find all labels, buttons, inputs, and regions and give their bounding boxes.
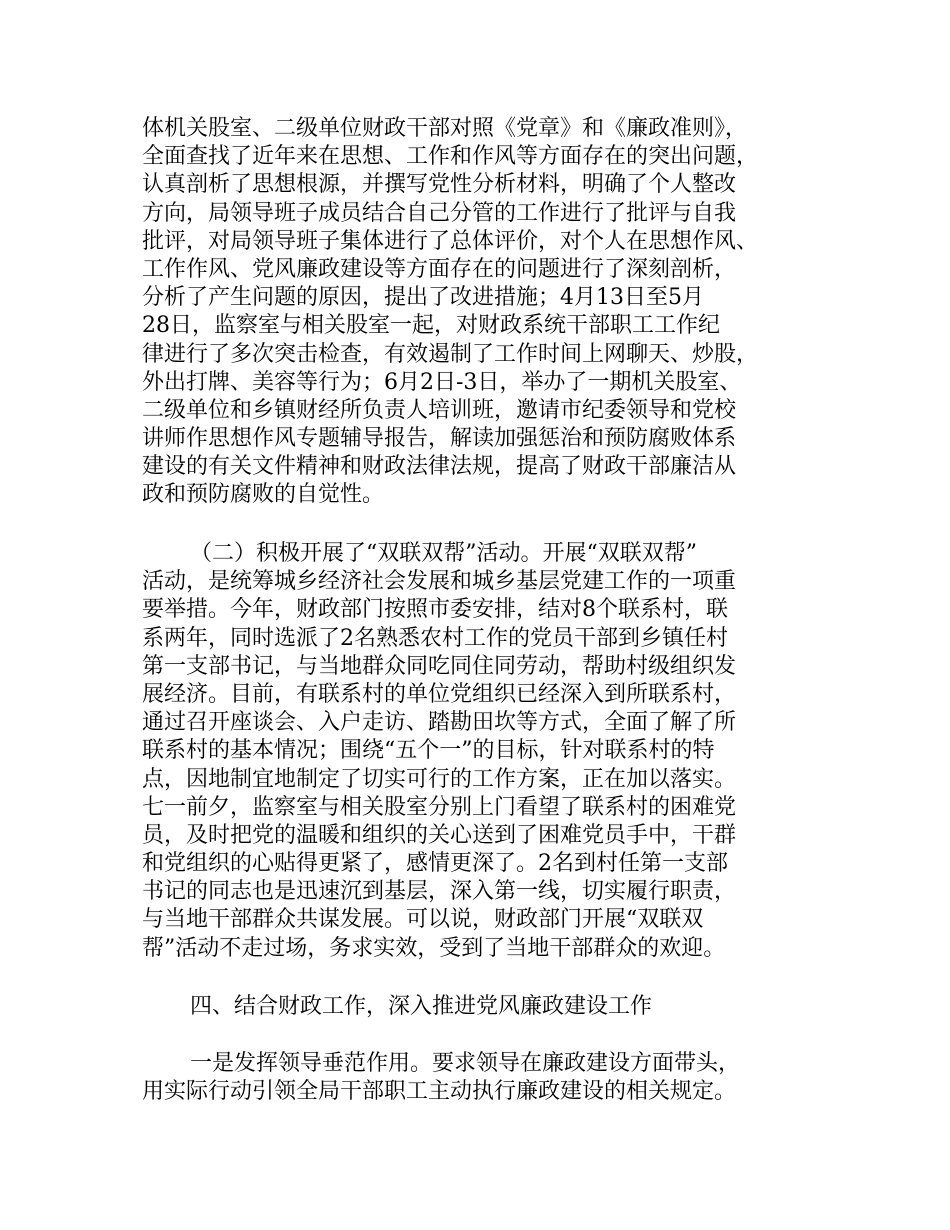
paragraph-line: 讲师作思想作风专题辅导报告，解读加强惩治和预防腐败体系 [142, 426, 737, 452]
paragraph-line: 点，因地制宜地制定了切实可行的工作方案，正在加以落实。 [142, 766, 737, 792]
section-heading: 四、结合财政工作，深入推进党风廉政建设工作 [190, 994, 653, 1019]
paragraph-line: 第一支部书记，与当地群众同吃同住同劳动，帮助村级组织发 [142, 653, 737, 679]
paragraph-line: 展经济。目前，有联系村的单位党组织已经深入到所联系村， [142, 681, 737, 707]
paragraph-line: 系两年，同时选派了2名熟悉农村工作的党员干部到乡镇任村 [142, 625, 728, 651]
paragraph-line: 帮”活动不走过场，务求实效，受到了当地干部群众的欢迎。 [142, 935, 726, 961]
paragraph-line: 用实际行动引领全局干部职工主动执行廉政建设的相关规定。 [142, 1079, 737, 1105]
paragraph-line: 活动，是统筹城乡经济社会发展和城乡基层党建工作的一项重 [142, 569, 737, 595]
paragraph-line: 七一前夕，监察室与相关股室分别上门看望了联系村的困难党 [142, 794, 737, 820]
paragraph-line: （二）积极开展了“双联双帮”活动。开展“双联双帮” [190, 541, 697, 566]
paragraph-1 [142, 115, 842, 510]
paragraph-line: 要举措。今年，财政部门按照市委安排，结对8个联系村，联 [142, 597, 728, 623]
paragraph-line: 和党组织的心贴得更紧了，感情更深了。2名到村任第一支部 [142, 851, 728, 877]
paragraph-line: 政和预防腐败的自觉性。 [142, 482, 385, 508]
paragraph-line: 二级单位和乡镇财经所负责人培训班，邀请市纪委领导和党校 [142, 397, 737, 423]
paragraph-line: 联系村的基本情况；围绕“五个一”的目标，针对联系村的特 [142, 738, 715, 764]
paragraph-line: 分析了产生问题的原因，提出了改进措施；4月13日至5月 [142, 285, 704, 311]
paragraph-line: 体机关股室、二级单位财政干部对照《党章》和《廉政准则》， [142, 116, 748, 141]
paragraph-line: 书记的同志也是迅速沉到基层，深入第一线，切实履行职责， [142, 879, 737, 905]
section-heading-4 [142, 993, 842, 1021]
paragraph-line: 28日，监察室与相关股室一起，对财政系统干部职工工作纪 [142, 313, 720, 339]
paragraph-2 [142, 540, 842, 963]
paragraph-line: 工作作风、党风廉政建设等方面存在的问题进行了深刻剖析， [142, 256, 737, 282]
paragraph-line: 与当地干部群众共谋发展。可以说，财政部门开展“双联双 [142, 907, 704, 933]
paragraph-line: 一是发挥领导垂范作用。要求领导在廉政建设方面带头， [190, 1051, 741, 1076]
paragraph-line: 律进行了多次突击检查，有效遏制了工作时间上网聊天、炒股， [142, 341, 759, 367]
paragraph-line: 员，及时把党的温暖和组织的关心送到了困难党员手中，干群 [142, 822, 737, 848]
paragraph-line: 建设的有关文件精神和财政法律法规，提高了财政干部廉洁从 [142, 454, 737, 480]
paragraph-line: 认真剖析了思想根源，并撰写党性分析材料，明确了个人整改 [142, 172, 737, 198]
paragraph-line: 外出打牌、美容等行为；6月2日-3日，举办了一期机关股室、 [142, 369, 742, 395]
paragraph-line: 全面查找了近年来在思想、工作和作风等方面存在的突出问题， [142, 144, 759, 170]
paragraph-line: 批评，对局领导班子集体进行了总体评价，对个人在思想作风、 [142, 228, 759, 254]
paragraph-3 [142, 1050, 842, 1106]
paragraph-line: 通过召开座谈会、入户走访、踏勘田坎等方式，全面了解了所 [142, 710, 737, 736]
paragraph-line: 方向，局领导班子成员结合自己分管的工作进行了批评与自我 [142, 200, 737, 226]
